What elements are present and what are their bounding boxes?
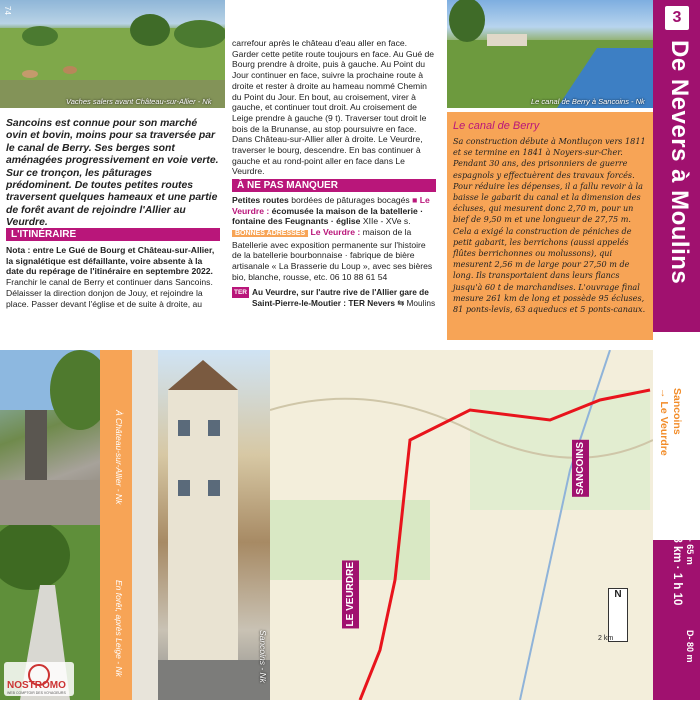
cows-caption: Vaches salers avant Château-sur-Allier - Nk — [66, 97, 212, 106]
north-arrow-icon — [608, 588, 628, 642]
canal-photo — [447, 0, 653, 108]
street-scene — [158, 350, 270, 700]
chapter-number: 3 — [665, 6, 689, 30]
route-from: Sancoins — [671, 388, 683, 435]
good-addresses-text — [232, 227, 436, 283]
intro-text: Sancoins est connue pour son marché ovin et bovin, moins pour sa traversée par le canal de Berry. Ses berges sont aménagées progressivement en voie verte. Sur ce tronçon, les pâturages prédominent. De toutes petites routes traversent quelques hameaux et une partie de forêt avant de rejoindre l'Allier au Veurdre. — [6, 118, 219, 229]
good-addresses-body: maison de la Batellerie avec exposition permanente sur l'histoire de la batellerie bourbonnaise · fabrique de bière artisanale « La Brasserie du Loup », avec ses bières bio, blanche, rousse, etc. — [232, 227, 433, 282]
canal-info-box — [447, 112, 653, 340]
band-route — [653, 340, 700, 540]
forest-caption-strip — [100, 525, 132, 700]
good-addresses-tag: BONNES ADRESSES — [232, 230, 308, 237]
good-addresses-place: Le Veurdre : — [310, 227, 361, 237]
band-stats — [653, 530, 700, 700]
canal-caption: Le canal de Berry à Sancoins - Nk — [531, 97, 645, 106]
train-icon: TER — [234, 289, 247, 296]
distance-time: 18 km · 1 h 10 — [671, 530, 683, 606]
cows-scene — [0, 0, 225, 108]
logo-tagline: WEB COMPTOIR DES VOYAGEURS — [7, 691, 66, 695]
town-sancoins: SANCOINS — [572, 440, 589, 497]
fountain-caption: À Château-sur-Allier - Nk — [114, 410, 124, 505]
not-to-miss-text — [232, 195, 436, 227]
canal-text: Sa construction débute à Montluçon vers 1811 et se termine en 1841 à Noyers-sur-Cher. Pendant 30 ans, des prisonniers de guerre espagnols y effectuèrent des travaux forcés. Pour réduire les dépenses, il a fallu revoir à la baisse le gabarit du canal et la dimension des écluses, qui mesurent donc 2,70 m, pour un bief de 9,50 m et une longueur de 27,75 m. Cela a exigé la construction de péniches de petit gabarit, les berrichons (aussi appelés flûtes berrichonnes ou molussons), qui mesurent 2,56 m de large pour 27,50 m de long. Ils transportaient dans leurs flancs jusqu'à 60 t de marchandises. L'ouvrage final mesure 261 km de long et possède 95 écluses, 81 ponts-levis, 63 aqueducs et 5 ponts-canaux. — [453, 136, 646, 315]
elevation-loss: D- 80 m — [685, 630, 695, 663]
transport-text — [252, 287, 436, 308]
ntm-century: XIIe - XVe s. — [362, 216, 411, 227]
logo-name: NOSTROMO — [7, 680, 66, 691]
itinerary-heading: L'ITINÉRAIRE — [6, 228, 220, 241]
town-le-veurdre: LE VEURDRE — [342, 560, 359, 628]
not-to-miss-heading: À NE PAS MANQUER — [232, 179, 436, 192]
map-svg — [270, 350, 653, 700]
good-addresses-phone: 06 10 88 61 54 — [329, 271, 388, 282]
ntm-line1a: Petites routes — [232, 195, 289, 205]
transport-route-a: TER Nevers — [348, 297, 395, 308]
north-label: N — [614, 589, 622, 600]
transport-arrows-icon: ⇆ — [397, 297, 405, 308]
route-map — [270, 350, 653, 700]
fountain-scene — [0, 350, 100, 525]
itinerary-part1: Franchir le canal de Berry et continuer dans Sancoins. Délaisser la direction donjon de Jouy, et rejoindre la place. Passer devant l'église et de suite à droite, au — [6, 277, 213, 309]
ntm-place: ■ Le Veurdre : — [232, 195, 430, 216]
street-photo — [158, 350, 270, 700]
ntm-details: écomusée la maison de la batellerie · fontaine des Feugnants · église — [232, 205, 424, 227]
elevation-gain: D+ 65 m — [685, 530, 695, 565]
note-label: Nota : — [6, 245, 31, 255]
cows-photo — [0, 0, 225, 108]
road-strip — [132, 350, 158, 700]
itinerary-text-col2: carrefour après le château d'eau aller en face. Garder cette petite route toujours en face. Au Gué de Bourg prendre à droite, puis à gauche. Au Point du Jour continuer en face, suivre la prochaine route à droite et rester à droite au hameau nommé Chemin du Point du Jour. En bout, au croisement, virer à gauche, et continuer tout droit. Au croisement de Leige prendre à gauche (9 t). Traverser tout droit le bois de la Brunanse, au stop poursuivre en face. Dans Château-sur-Allier aller à droite. Le Veurdre, traverser le bourg, descendre. En bas continuer à gauche et au rond-point aller en face dans Le Veurdre. — [232, 38, 435, 177]
street-caption: Sancoins - Nk — [258, 630, 268, 683]
note-text: entre Le Gué de Bourg et Château-sur-Allier, la signalétique est défaillante, voire absente à la date du repérage de l'itinéraire en septembre 2022. — [6, 245, 215, 277]
chapter-title: De Nevers à Moulins — [666, 40, 693, 285]
forest-caption: En forêt, après Leige - Nk — [114, 580, 124, 677]
ntm-line1b: bordées de pâturages bocagés — [291, 195, 410, 205]
fountain-photo — [0, 350, 100, 525]
map-scale: 2 km — [598, 635, 614, 642]
route-to: → Le Veurdre — [658, 388, 670, 456]
band-top — [653, 0, 700, 332]
chapter-band — [653, 0, 700, 700]
fountain-caption-strip — [100, 350, 132, 525]
transport-intro: Au Veurdre, sur l'autre rive de l'Allier gare de Saint-Pierre-le-Moutier : — [252, 287, 429, 308]
canal-scene — [447, 0, 653, 108]
transport-route-b: Moulins — [406, 297, 436, 308]
itinerary-text-col1 — [6, 245, 220, 309]
nostromo-logo — [4, 662, 74, 696]
page-number: 74 — [3, 6, 12, 15]
canal-title: Le canal de Berry — [453, 120, 540, 132]
